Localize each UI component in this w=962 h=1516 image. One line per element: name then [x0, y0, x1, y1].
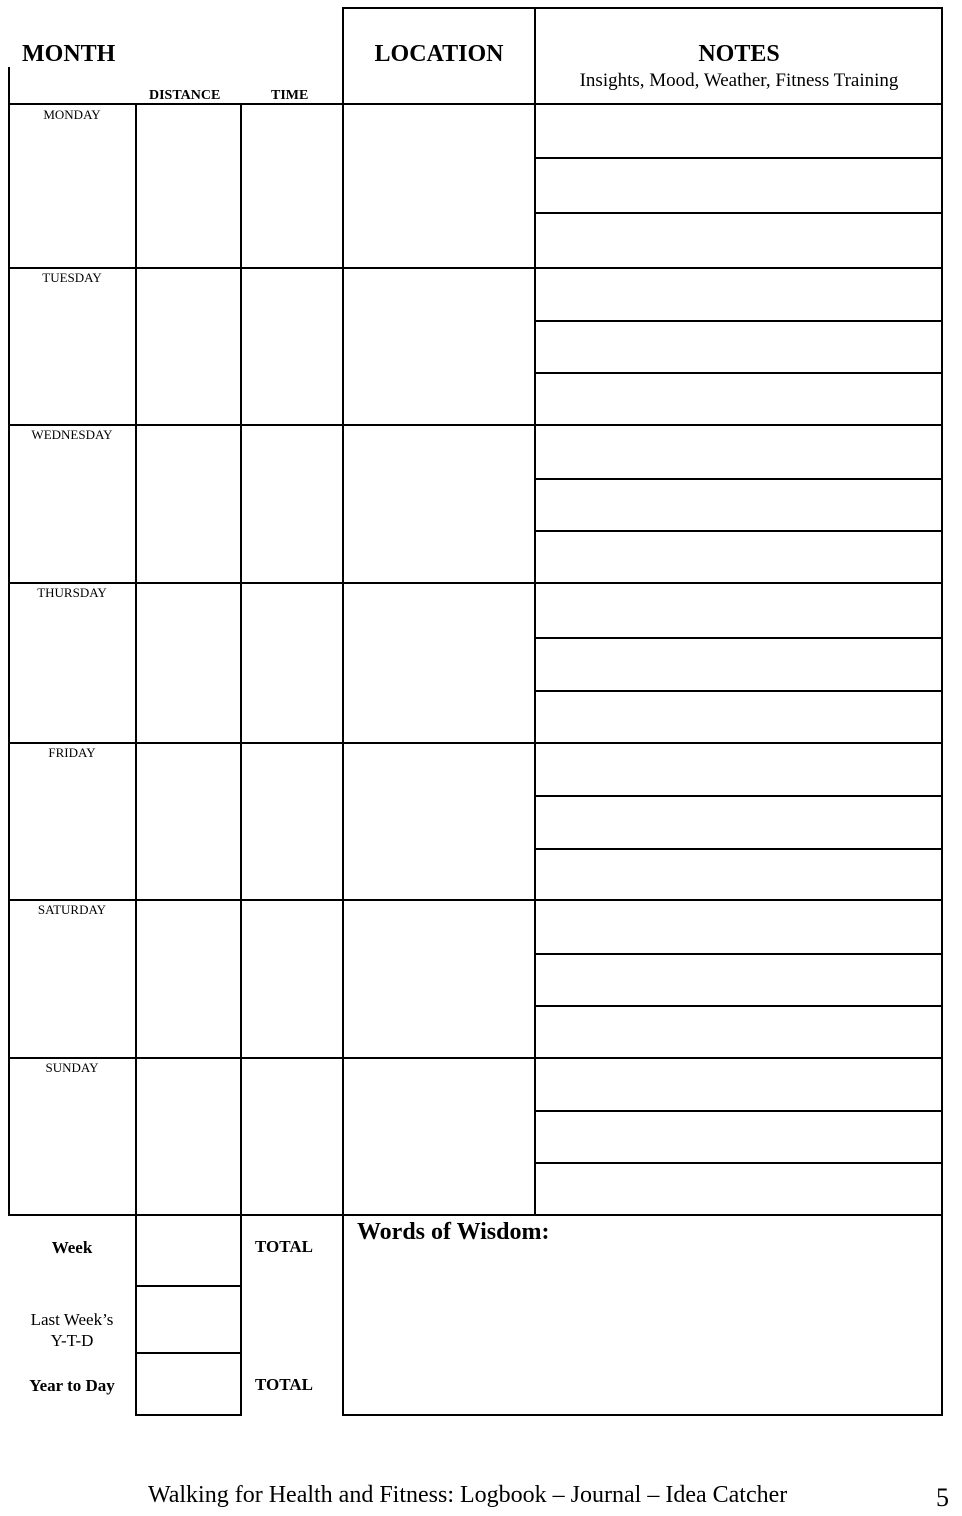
notes-line[interactable] [537, 796, 941, 848]
rule-line [534, 637, 943, 639]
time-cell-friday[interactable] [242, 744, 342, 899]
day-label-sunday: SUNDAY [45, 1060, 99, 1075]
location-cell-tuesday[interactable] [345, 269, 534, 424]
rule-line [8, 742, 943, 744]
time-cell-wednesday[interactable] [242, 426, 342, 582]
rule-line [941, 7, 943, 1416]
notes-line[interactable] [537, 105, 941, 157]
week-distance-cell[interactable] [137, 1216, 240, 1285]
rule-line [240, 1214, 242, 1416]
notes-subtitle: Insights, Mood, Weather, Fitness Training [579, 70, 899, 91]
time-cell-monday[interactable] [242, 105, 342, 267]
time-cell-saturday[interactable] [242, 901, 342, 1057]
rule-line [8, 267, 943, 269]
time-cell-thursday[interactable] [242, 584, 342, 742]
notes-line[interactable] [537, 1163, 941, 1214]
day-label-saturday: SATURDAY [37, 902, 107, 917]
rule-line [135, 1414, 242, 1416]
notes-line[interactable] [537, 954, 941, 1005]
location-cell-saturday[interactable] [345, 901, 534, 1057]
book-title-footer: Walking for Health and Fitness: Logbook – Journal – Idea Catcher [148, 1482, 788, 1508]
rule-line [135, 103, 137, 1416]
rule-line [534, 478, 943, 480]
year-to-day-label: Year to Day [29, 1376, 115, 1395]
distance-cell-saturday[interactable] [137, 901, 240, 1057]
day-label-tuesday: TUESDAY [42, 270, 102, 285]
rule-line [135, 1352, 242, 1354]
notes-line[interactable] [537, 584, 941, 637]
distance-column-header: DISTANCE [149, 88, 221, 103]
notes-line[interactable] [537, 269, 941, 320]
distance-cell-monday[interactable] [137, 105, 240, 267]
page-number: 5 [936, 1483, 949, 1512]
notes-line[interactable] [537, 638, 941, 690]
distance-cell-wednesday[interactable] [137, 426, 240, 582]
rule-line [8, 1214, 943, 1216]
rule-line [534, 1110, 943, 1112]
notes-line[interactable] [537, 213, 941, 267]
time-cell-tuesday[interactable] [242, 269, 342, 424]
week-total-label: TOTAL [255, 1237, 313, 1256]
location-column-header: LOCATION [374, 41, 504, 67]
location-cell-friday[interactable] [345, 744, 534, 899]
notes-line[interactable] [537, 901, 941, 953]
notes-line[interactable] [537, 479, 941, 530]
day-label-thursday: THURSDAY [37, 585, 107, 600]
distance-cell-friday[interactable] [137, 744, 240, 899]
notes-line[interactable] [537, 1059, 941, 1110]
day-label-wednesday: WEDNESDAY [31, 427, 113, 442]
rule-line [534, 1005, 943, 1007]
location-cell-wednesday[interactable] [345, 426, 534, 582]
day-label-friday: FRIDAY [48, 745, 96, 760]
year-to-day-total-label: TOTAL [255, 1375, 313, 1394]
rule-line [534, 372, 943, 374]
distance-cell-thursday[interactable] [137, 584, 240, 742]
week-label: Week [51, 1238, 93, 1257]
rule-line [240, 103, 242, 1216]
rule-line [8, 899, 943, 901]
rule-line [8, 424, 943, 426]
rule-line [534, 7, 536, 1216]
rule-line [534, 157, 943, 159]
last-week-ytd-label-line1: Last Week’s [30, 1310, 114, 1329]
year-to-day-cell[interactable] [137, 1354, 240, 1414]
month-label: MONTH [22, 41, 116, 67]
location-cell-sunday[interactable] [345, 1059, 534, 1214]
rule-line [135, 1285, 242, 1287]
rule-line [534, 530, 943, 532]
rule-line [342, 1214, 344, 1416]
last-week-ytd-label-line2: Y-T-D [50, 1331, 94, 1350]
rule-line [534, 690, 943, 692]
rule-line [342, 1414, 943, 1416]
rule-line [534, 212, 943, 214]
rule-line [534, 848, 943, 850]
notes-line[interactable] [537, 1006, 941, 1057]
rule-line [534, 953, 943, 955]
rule-line [534, 320, 943, 322]
day-label-monday: MONDAY [43, 107, 101, 122]
words-of-wisdom-title: Words of Wisdom: [357, 1219, 550, 1245]
notes-line[interactable] [537, 849, 941, 899]
notes-line[interactable] [537, 158, 941, 212]
notes-line[interactable] [537, 321, 941, 372]
location-cell-monday[interactable] [345, 105, 534, 267]
notes-line[interactable] [537, 744, 941, 795]
rule-line [534, 795, 943, 797]
notes-line[interactable] [537, 1111, 941, 1162]
distance-cell-tuesday[interactable] [137, 269, 240, 424]
time-column-header: TIME [271, 88, 309, 103]
notes-column-header: NOTES [698, 41, 780, 67]
rule-line [8, 67, 10, 1216]
notes-line[interactable] [537, 691, 941, 742]
words-of-wisdom-box[interactable] [345, 1216, 941, 1414]
location-cell-thursday[interactable] [345, 584, 534, 742]
distance-cell-sunday[interactable] [137, 1059, 240, 1214]
rule-line [342, 7, 943, 9]
rule-line [8, 103, 943, 105]
notes-line[interactable] [537, 531, 941, 582]
rule-line [8, 582, 943, 584]
rule-line [342, 7, 344, 1216]
notes-line[interactable] [537, 426, 941, 478]
rule-line [534, 1162, 943, 1164]
time-cell-sunday[interactable] [242, 1059, 342, 1214]
rule-line [8, 1057, 943, 1059]
notes-line[interactable] [537, 373, 941, 424]
last-week-ytd-cell[interactable] [137, 1287, 240, 1352]
